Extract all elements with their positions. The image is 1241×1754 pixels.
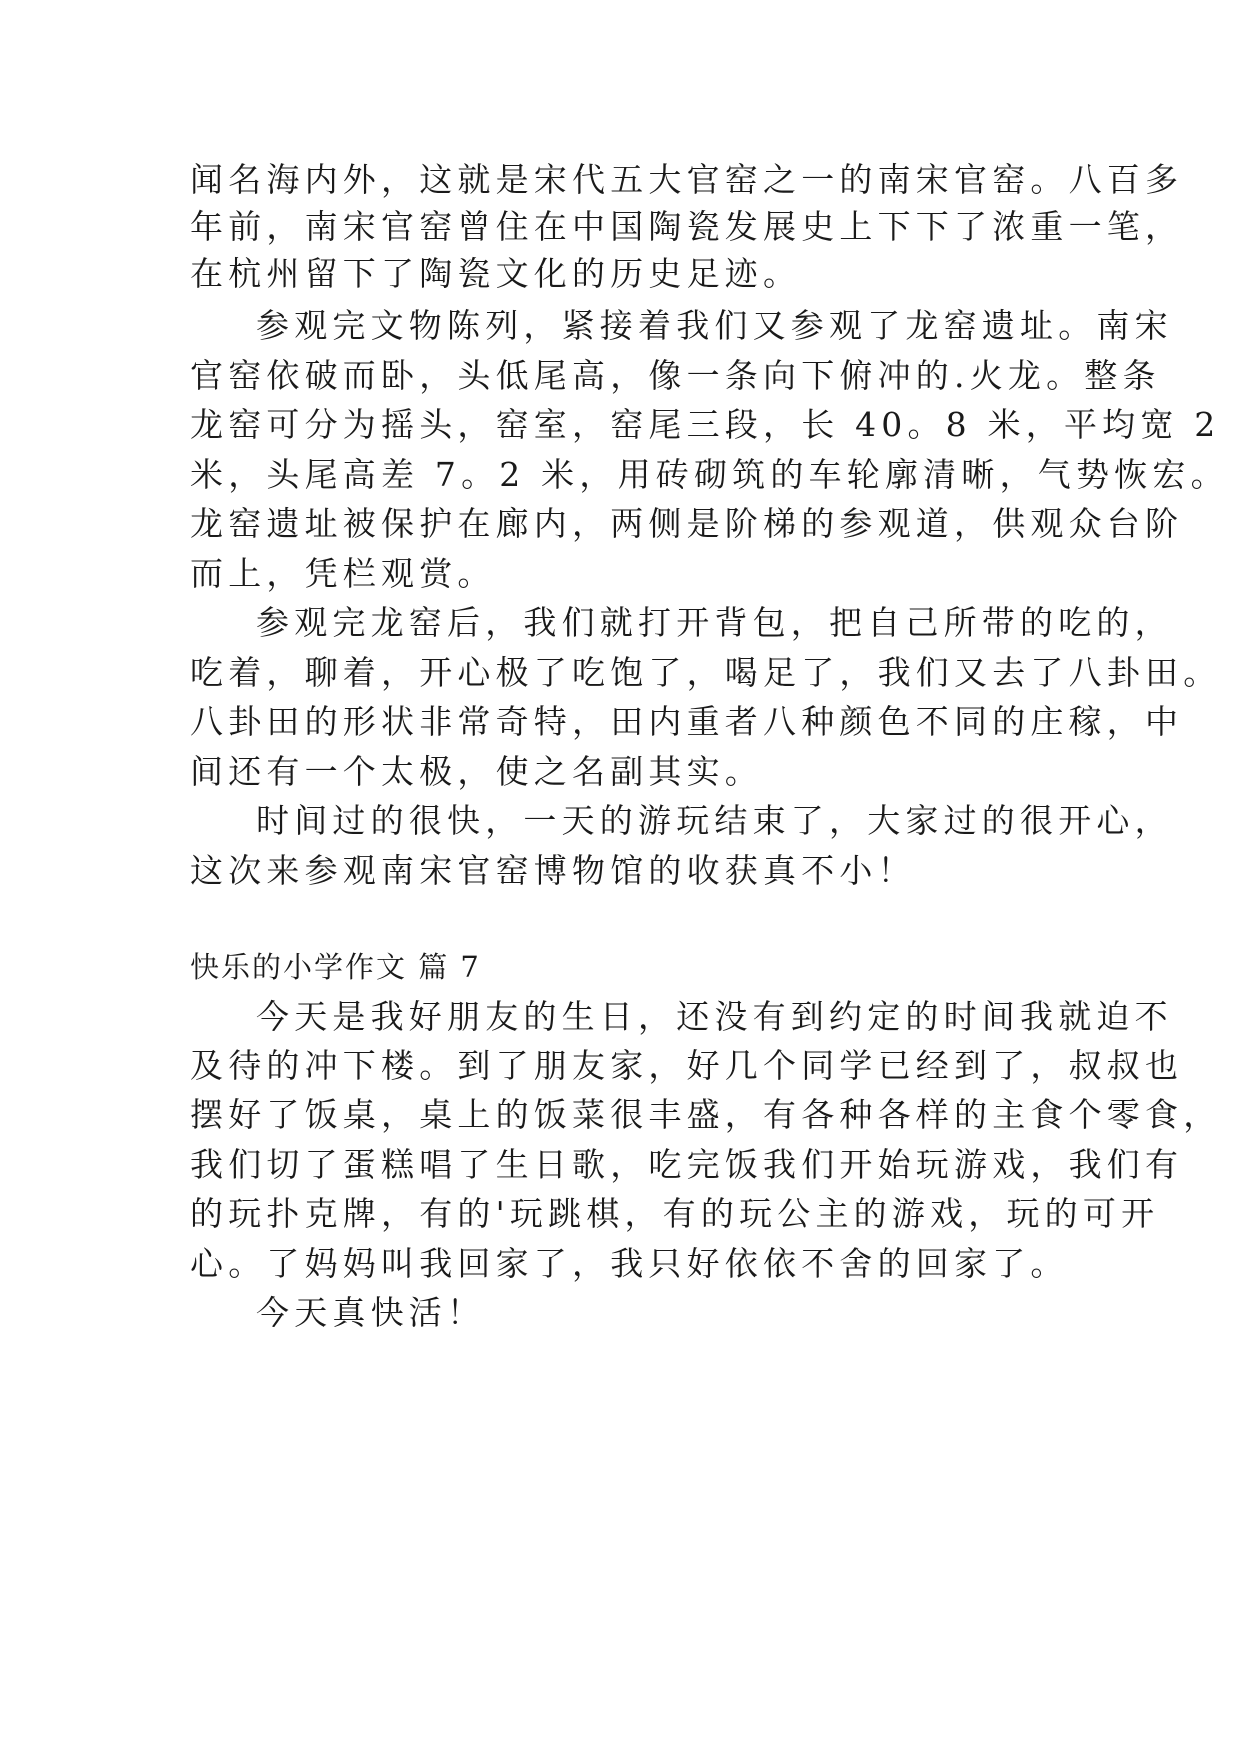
paragraph-line: 我们切了蛋糕唱了生日歌，吃完饭我们开始玩游戏，我们有: [190, 1145, 1184, 1184]
paragraph-line: 而上，凭栏观赏。: [190, 554, 496, 593]
paragraph-line: 在杭州留下了陶瓷文化的历史足迹。: [190, 254, 802, 293]
paragraph-line: 时间过的很快，一天的游玩结束了，大家过的很开心，: [256, 801, 1173, 840]
paragraph-line: 的玩扑克牌，有的'玩跳棋，有的玩公主的游戏，玩的可开: [190, 1194, 1160, 1233]
paragraph-line: 米，头尾高差 7。2 米，用砖砌筑的车轮廓清晰，气势恢宏。: [190, 455, 1229, 494]
paragraph-line: 八卦田的形状非常奇特，田内重者八种颜色不同的庄稼，中: [190, 702, 1184, 741]
paragraph-line: 间还有一个太极，使之名副其实。: [190, 752, 763, 791]
paragraph-line: 官窑依破而卧，头低尾高，像一条向下俯冲的.火龙。整条: [190, 356, 1161, 395]
paragraph-line: 参观完龙窑后，我们就打开背包，把自己所带的吃的，: [256, 603, 1173, 642]
section-heading: 快乐的小学作文 篇 7: [190, 950, 481, 984]
paragraph-line: 及待的冲下楼。到了朋友家，好几个同学已经到了，叔叔也: [190, 1046, 1184, 1085]
paragraph-line: 心。了妈妈叫我回家了，我只好依依不舍的回家了。: [190, 1244, 1069, 1283]
paragraph-line: 吃着，聊着，开心极了吃饱了，喝足了，我们又去了八卦田。: [190, 653, 1222, 692]
paragraph-line: 摆好了饭桌，桌上的饭菜很丰盛，有各种各样的主食个零食，: [190, 1095, 1222, 1134]
paragraph-line: 今天是我好朋友的生日，还没有到约定的时间我就迫不: [256, 997, 1173, 1036]
paragraph-line: 这次来参观南宋官窑博物馆的收获真不小！: [190, 851, 916, 890]
paragraph-line: 年前，南宋官窑曾住在中国陶瓷发展史上下下了浓重一笔，: [190, 207, 1184, 246]
paragraph-line: 龙窑遗址被保护在廊内，两侧是阶梯的参观道，供观众台阶: [190, 504, 1184, 543]
paragraph-line: 龙窑可分为摇头，窑室，窑尾三段，长 40。8 米，平均宽 2: [190, 405, 1221, 444]
paragraph-line: 参观完文物陈列，紧接着我们又参观了龙窑遗址。南宋: [256, 306, 1173, 345]
paragraph-line: 闻名海内外，这就是宋代五大官窑之一的南宋官窑。八百多: [190, 160, 1184, 199]
paragraph-line: 今天真快活！: [256, 1293, 486, 1332]
